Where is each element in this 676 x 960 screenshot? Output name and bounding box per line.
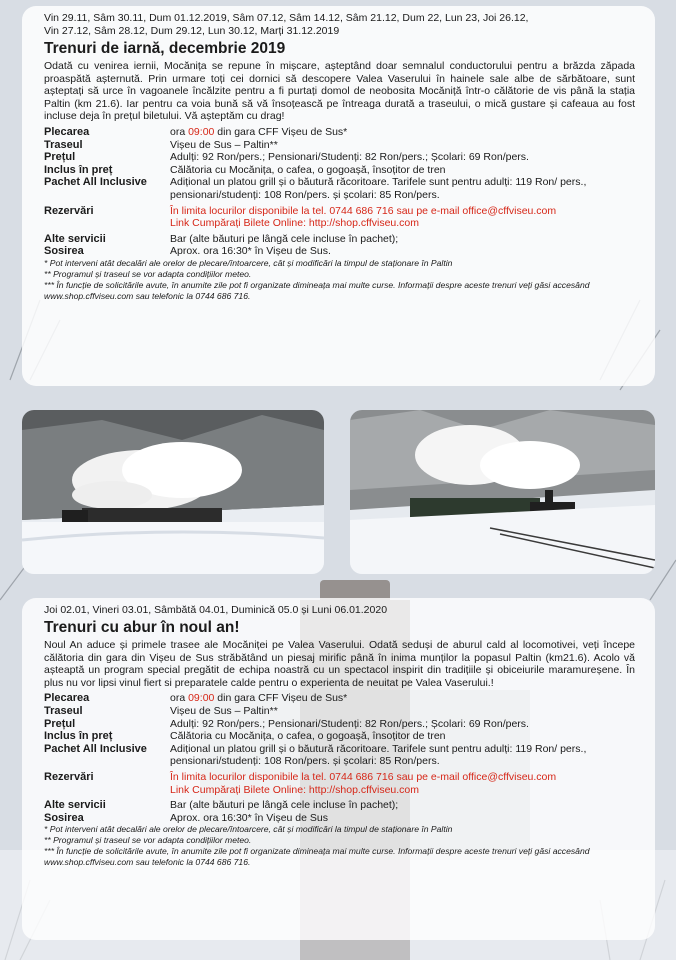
plecarea-suffix: din gara CFF Vișeu de Sus* (214, 692, 348, 705)
field-value: Aprox. ora 16:30* în Vișeu de Sus. (170, 245, 331, 258)
section-title: Trenuri de iarnă, decembrie 2019 (44, 40, 286, 57)
field-value: Bar (alte băuturi pe lângă cele incluse în pachet); (170, 799, 399, 812)
row-alte (44, 799, 635, 812)
new-year-trains-panel (22, 598, 655, 940)
row-traseul (44, 705, 635, 718)
train-forest-image (350, 410, 655, 574)
field-label: Sosirea (44, 245, 84, 258)
plecarea-prefix: ora (170, 125, 189, 138)
departure-time: 09:00 (188, 125, 215, 138)
intro-paragraph: Odată cu venirea iernii, Mocănița se repune în mișcare, așteptând doar semnalul conductorului pentru a brăzda zăpada proaspătă așternută. Prin urmare toți cei dornici să descopere Valea Vaserului în hainele sale albe de sărbătoare, sunt așteptați să urce în vagoanele încălzite pentru a fi purtați domol de neobosita Mocăniță într-o călătorie de vis până la stația Paltin (km 21.6). Iar pentru ca voia bună să vă însoțească pe întreaga durată a traseului, o mică gustare și cafeaua au fost incluse deja în prețul biletului. Vă așteptăm cu drag! (44, 60, 635, 123)
field-value: Călătoria cu Mocănița, o cafea, o gogoașă, însoțitor de tren (170, 730, 446, 743)
field-value: Adițional un platou grill și o băutură răcoritoare. Tarifele sunt pentru adulți: 119 Ron/ pers., pensionari/studenți: 108 Ron/pers. și școlari: 85 Ron/pers. (170, 742, 587, 768)
field-label: Inclus în preț (44, 163, 113, 176)
dates-line: Joi 02.01, Vineri 03.01, Sâmbătă 04.01, Duminică 05.0 și Luni 06.01.2020 (44, 604, 388, 616)
field-value (170, 205, 635, 230)
field-value: Vișeu de Sus – Paltin** (170, 138, 278, 151)
row-rezervari (44, 771, 635, 796)
field-value: Vișeu de Sus – Paltin** (170, 704, 278, 717)
footnote: *** În funcție de solicitările avute, în anumite zile pot fi organizate dimineața mai multe curse. Informații despre aceste trenuri veți găsi accesând www.shop.cffviseu.com sau telefonic la 0744 686 716. (44, 846, 590, 868)
field-value (170, 692, 635, 705)
steam-train-photo-left (22, 410, 324, 574)
train-in-snow-image (22, 410, 324, 574)
shop-link[interactable]: Link Cumpărați Bilete Online: http://shop.cffviseu.com (170, 783, 420, 796)
dates-line: Vin 27.12, Sâm 28.12, Dum 29.12, Lun 30.12, Marți 31.12.2019 (44, 25, 340, 37)
field-label: Traseul (44, 704, 83, 717)
field-value: Adulți: 92 Ron/pers.; Pensionari/Studenți: 82 Ron/pers.; Școlari: 69 Ron/pers. (170, 717, 529, 730)
field-label: Prețul (44, 151, 76, 164)
row-traseul (44, 139, 635, 152)
field-label: Plecarea (44, 692, 90, 705)
field-label: Pachet All Inclusive (44, 742, 147, 755)
winter-trains-panel (22, 6, 655, 386)
field-label: Rezervări (44, 204, 94, 217)
field-value (170, 126, 635, 139)
field-value: Adulți: 92 Ron/pers.; Pensionari/Studenți: 82 Ron/pers.; Școlari: 69 Ron/pers. (170, 151, 529, 164)
footnote: ** Programul și traseul se vor adapta condițiilor meteo. (44, 268, 252, 279)
shop-link[interactable]: Link Cumpărați Bilete Online: http://shop.cffviseu.com (170, 217, 420, 230)
field-label: Alte servicii (44, 799, 106, 812)
reservation-info[interactable]: În limita locurilor disponibile la tel. 0744 686 716 sau pe e-mail office@cffviseu.com (170, 204, 557, 217)
dates-line: Vin 29.11, Sâm 30.11, Dum 01.12.2019, Sâm 07.12, Sâm 14.12, Sâm 21.12, Dum 22, Lun 23, Joi 26.12, (44, 12, 529, 24)
field-label: Pachet All Inclusive (44, 176, 147, 189)
row-sosirea (44, 245, 635, 258)
row-inclus (44, 730, 635, 743)
field-label: Inclus în preț (44, 730, 113, 743)
footnote: ** Programul și traseul se vor adapta condițiilor meteo. (44, 835, 252, 846)
row-pachet (44, 176, 635, 201)
steam-train-photo-right (350, 410, 655, 574)
field-value: Bar (alte băuturi pe lângă cele incluse în pachet); (170, 232, 399, 245)
field-value: Călătoria cu Mocănița, o cafea, o gogoașă, însoțitor de tren (170, 163, 446, 176)
row-inclus (44, 164, 635, 177)
field-label: Alte servicii (44, 232, 106, 245)
reservation-info[interactable]: În limita locurilor disponibile la tel. 0744 686 716 sau pe e-mail office@cffviseu.com (170, 770, 557, 783)
row-rezervari (44, 205, 635, 230)
row-plecarea (44, 126, 635, 139)
section-title: Trenuri cu abur în noul an! (44, 619, 240, 636)
intro-paragraph: Noul An aduce și primele trasee ale Mocăniței pe Valea Vaserului. Odată seduși de aburul cald al locomotivei, veți începe călătoria din gara din Vișeu de Sus străbătând un piesaj mirific până în inima munților la popasul Paltin (km21.6). Acolo vă așteaptă un program special pregătit de echipa noastră cu un spectacol inspirit din tradițiile și obiceiurile maramureșene. În plus nu vor lipsi vinul fiert si preparatele calde pentru o experienta de neuitat pe Valea Vaserului.! (44, 639, 635, 689)
field-value: Adițional un platou grill și o băutură răcoritoare. Tarifele sunt pentru adulți: 119 Ron/ pers., pensionari/studenți: 108 Ron/pers. și școlari: 85 Ron/pers. (170, 176, 587, 201)
row-pretul (44, 718, 635, 731)
field-label: Traseul (44, 138, 83, 151)
footnote: * Pot interveni atât decalări ale orelor de plecare/întoarcere, cât și modificări la timpul de staționare în Paltin (44, 257, 453, 268)
row-pretul (44, 151, 635, 164)
field-label: Sosirea (44, 811, 84, 824)
row-alte (44, 233, 635, 246)
row-pachet (44, 743, 635, 768)
plecarea-prefix: ora (170, 692, 189, 705)
field-value (170, 771, 635, 796)
departure-time: 09:00 (188, 692, 215, 705)
field-label: Plecarea (44, 125, 90, 138)
footnote: * Pot interveni atât decalări ale orelor de plecare/întoarcere, cât și modificări la timpul de staționare în Paltin (44, 824, 453, 835)
field-label: Rezervări (44, 770, 94, 783)
plecarea-suffix: din gara CFF Vișeu de Sus* (214, 125, 348, 138)
field-value: Aprox. ora 16:30* în Vișeu de Sus (170, 811, 328, 824)
footnote: *** În funcție de solicitările avute, în anumite zile pot fi organizate dimineața mai multe curse. Informații despre aceste trenuri veți găsi accesând www.shop.cffviseu.com sau telefonic la 0744 686 716. (44, 279, 590, 301)
row-plecarea (44, 692, 635, 705)
field-label: Prețul (44, 717, 76, 730)
row-sosirea (44, 812, 635, 825)
